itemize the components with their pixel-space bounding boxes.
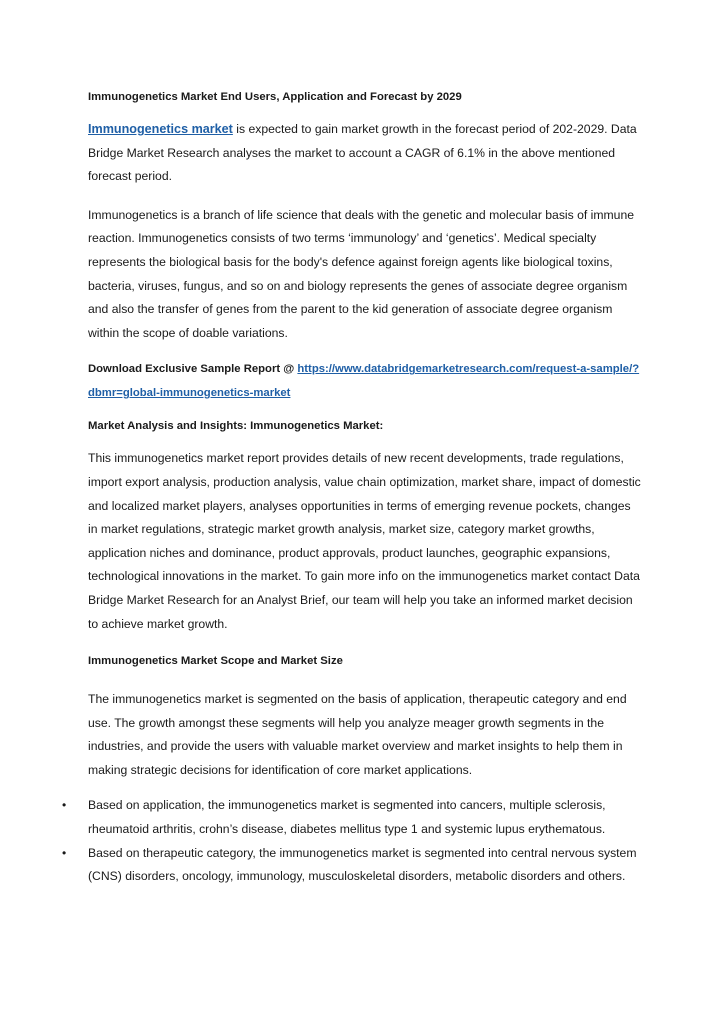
download-prefix: Download Exclusive Sample Report @	[88, 363, 298, 376]
scope-paragraph: The immunogenetics market is segmented on the basis of application, therapeutic category and end use. The growth amongst these segments will help you analyze meager growth segments in the industries, and provide the users with valuable market overview and market insights to help them in making strategic decisions for identification of core market applications.	[88, 692, 627, 777]
scope-heading: Immunogenetics Market Scope and Market Size	[88, 655, 343, 668]
bullet-icon: •	[62, 845, 67, 860]
list-item-text: Based on therapeutic category, the immunogenetics market is segmented into central nervous system (CNS) disorders, oncology, immunology, musculoskeletal disorders, metabolic disorders and others.	[88, 845, 637, 884]
analysis-heading: Market Analysis and Insights: Immunogenetics Market:	[88, 420, 384, 433]
bullet-icon: •	[62, 798, 67, 813]
list-item-text: Based on application, the immunogenetics market is segmented into cancers, multiple sclerosis, rheumatoid arthritis, crohn’s disease, diabetes mellitus type 1 and systemic lupus erythematous.	[88, 798, 606, 837]
list-item	[62, 842, 643, 889]
segment-bullet-list	[62, 794, 643, 888]
immunogenetics-market-link[interactable]: Immunogenetics market	[88, 122, 233, 136]
intro-text: is expected to gain market growth in the forecast period of 202-2029. Data Bridge Market Research analyses the market to account a CAGR of 6.1% in the above mentioned forecast period.	[88, 122, 637, 184]
definition-paragraph: Immunogenetics is a branch of life science that deals with the genetic and molecular basis of immune reaction. Immunogenetics consists of two terms ‘immunology’ and ‘genetics’. Medical specialty represents the biological basis for the body's defence against foreign agents like biological toxins, bacteria, viruses, fungus, and so on and biology represents the genes of associate degree organism and also the transfer of genes from the parent to the kid generation of associate degree organism within the scope of doable variations.	[88, 207, 635, 340]
document-title: Immunogenetics Market End Users, Application and Forecast by 2029	[88, 91, 462, 103]
list-item	[62, 794, 643, 841]
analysis-paragraph: This immunogenetics market report provides details of new recent developments, trade regulations, import export analysis, production analysis, value chain optimization, market share, impact of domestic and localized market players, analyses opportunities in terms of emerging revenue pockets, changes in market regulations, strategic market growth analysis, market size, category market growths, application niches and dominance, product approvals, product launches, geographic expansions, technological innovations in the market. To gain more info on the immunogenetics market contact Data Bridge Market Research for an Analyst Brief, our team will help you take an informed market decision to achieve market growth.	[88, 451, 641, 631]
download-line	[88, 358, 643, 405]
sample-report-link[interactable]: https://www.databridgemarketresearch.com/request-a-sample/?dbmr=global-immunogenetics-market	[88, 363, 640, 399]
intro-paragraph	[88, 118, 643, 189]
document-page	[62, 0, 643, 889]
